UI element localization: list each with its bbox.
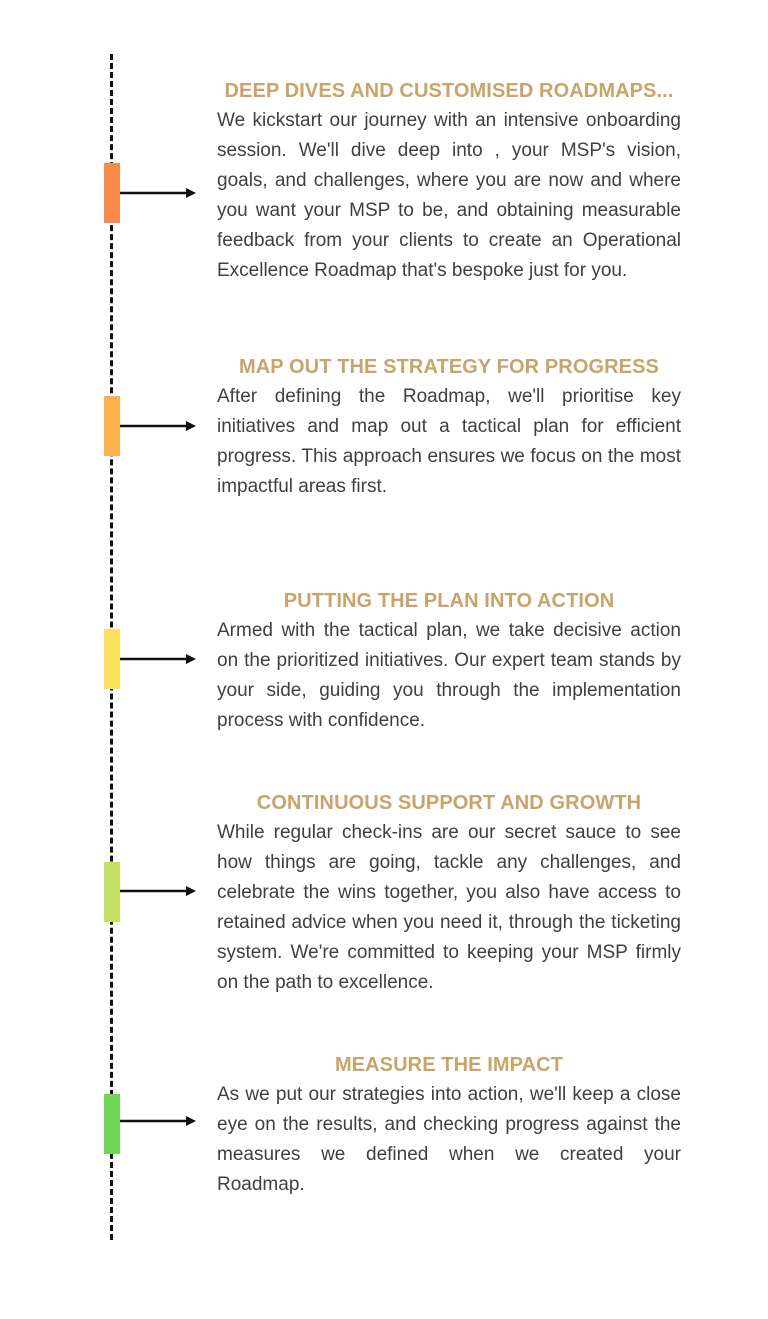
step-3-title: PUTTING THE PLAN INTO ACTION: [283, 590, 615, 612]
step-1-marker: [104, 163, 120, 223]
step-2-arrow-icon: [120, 420, 196, 432]
step-2-marker: [104, 396, 120, 456]
step-5-arrow-icon: [120, 1115, 196, 1127]
step-2-body: After defining the Roadmap, we'll prioritise key initiatives and map out a tactical plan for efficient progress. This approach ensures we focus on the most impactful areas first.: [217, 386, 681, 497]
step-4-body: While regular check-ins are our secret sauce to see how things are going, tackle any challenges, and celebrate the wins together, you also have access to retained advice when you need it, through the ticketing system. We're committed to keeping your MSP firmly on the path to excellence.: [217, 822, 681, 993]
step-5-marker: [104, 1094, 120, 1154]
step-1-body: We kickstart our journey with an intensive onboarding session. We'll dive deep into , your MSP's vision, goals, and challenges, where you are now and where you want your MSP to be, and obtaining measurable feedback from your clients to create an Operational Excellence Roadmap that's bespoke just for you.: [217, 110, 681, 281]
step-1-arrow-icon: [120, 187, 196, 199]
step-4-title: CONTINUOUS SUPPORT AND GROWTH: [256, 792, 642, 814]
step-4-arrow-icon: [120, 885, 196, 897]
step-4-section: [217, 790, 681, 998]
step-5-section: [217, 1052, 681, 1200]
step-3-marker: [104, 629, 120, 689]
step-5-title: MEASURE THE IMPACT: [334, 1054, 564, 1076]
step-3-body: Armed with the tactical plan, we take decisive action on the prioritized initiatives. Our expert team stands by your side, guiding you through the implementation process with confidence.: [217, 620, 681, 731]
step-2-section: [217, 354, 681, 502]
step-5-body: As we put our strategies into action, we'll keep a close eye on the results, and checking progress against the measures we defined when we created your Roadmap.: [217, 1084, 681, 1195]
step-3-section: [217, 588, 681, 736]
step-1-title: DEEP DIVES AND CUSTOMISED ROADMAPS...: [224, 80, 674, 102]
step-3-arrow-icon: [120, 653, 196, 665]
step-2-title: MAP OUT THE STRATEGY FOR PROGRESS: [238, 356, 659, 378]
step-4-marker: [104, 862, 120, 922]
step-1-section: [217, 78, 681, 286]
